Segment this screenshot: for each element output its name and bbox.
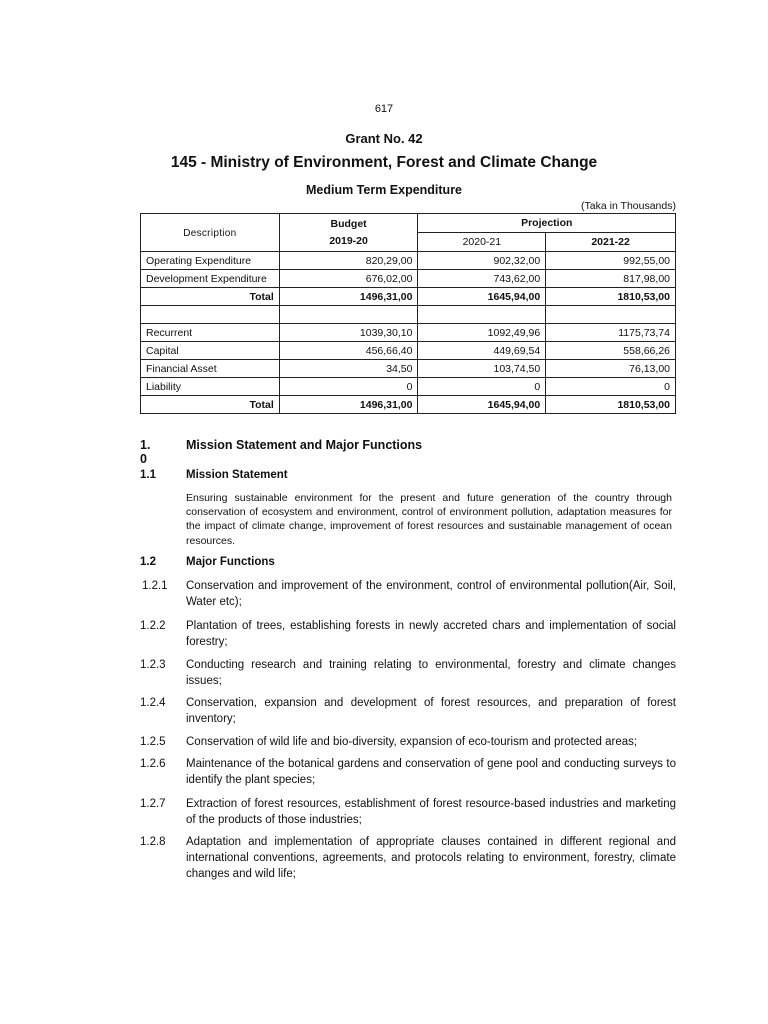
table-spacer-row [141, 306, 676, 324]
table-row: Development Expenditure 676,02,00 743,62,00 817,98,00 [141, 270, 676, 288]
list-item: Plantation of trees, establishing forests in newly accreted chars and implementation of social forestry; [186, 620, 676, 648]
list-item: Extraction of forest resources, establishment of forest resource-based industries and marketing of the products of those industries; [186, 798, 676, 826]
header-year-2020-21: 2020-21 [418, 233, 546, 252]
page-number: 617 [374, 103, 394, 115]
function-number: 1.2.1 [142, 580, 168, 592]
document-page: 617 Grant No. 42 145 - Ministry of Environment, Forest and Climate Change Medium Term Expenditure (Taka in Thousands) Description Budget 2019-20 Projection 2020-21 2021-22 Operating Expenditure 820,29,00 902,32,00 992,55,00 Development Expenditure 676,02,00 743,62,00 817,98,00 Total 1496,31,00 1645,94,00 1810,53,00 Recurrent 1039,30,10 1092,49,96 1175,73,74 Capital 456,66,40 449,69,54 558,66,26 Financial Asset 34,50 103,74,50 76,13,00 Liability 0 0 0 Total 1496,31,00 1645,94,00 1810,53,00 1. 0 Mission Statement and Major Functions 1.1 Mission Statement Ensuring sustainable environment for the present and future generation of the country through conservation of ecosystem and environment, control of environment pollution, adaptation measures for the impact of climate change, improvement of forest resources and sustainable management of ocean resources. 1.2 Major Functions 1.2.1 Conservation and improvement of the environment, control of environmental pollution(Air, Soil, Water etc); 1.2.2 Plantation of trees, establishing forests in newly accreted chars and implementation of social forestry; 1.2.3 Conducting research and training relating to environmental, forestry and climate changes issues; 1.2.4 Conservation, expansion and development of forest resources, and preparation of forest inventory; 1.2.5 Conservation of wild life and bio-diversity, expansion of eco-tourism and protected areas; 1.2.6 Maintenance of the botanical gardens and conservation of gene pool and conducting surveys to identify the plant species; 1.2.7 Extraction of forest resources, establishment of forest resource-based industries and marketing of the products of those industries; 1.2.8 Adaptation and implementation of appropriate clauses contained in different regional and international conventions, agreements, and protocols relating to environment, forestry, climate changes and wild life; [0, 0, 768, 1024]
ministry-title: 145 - Ministry of Environment, Forest and Climate Change [170, 154, 598, 171]
function-number: 1.2.6 [140, 758, 166, 770]
function-number: 1.2.5 [140, 736, 166, 748]
list-item: Conservation of wild life and bio-diversity, expansion of eco-tourism and protected areas; [186, 736, 638, 748]
grant-number: Grant No. 42 [345, 131, 423, 146]
table-row: Financial Asset 34,50 103,74,50 76,13,00 [141, 360, 676, 378]
header-projection: Projection [418, 214, 676, 233]
list-item: Maintenance of the botanical gardens and conservation of gene pool and conducting surveys to identify the plant species; [186, 758, 676, 786]
list-item: Adaptation and implementation of appropriate clauses contained in different regional and international conventions, agreements, and protocols relating to environment, forestry, climate changes and wild life; [186, 836, 676, 880]
table-header-row [141, 214, 676, 233]
function-number: 1.2.8 [140, 836, 166, 848]
unit-note: (Taka in Thousands) [581, 200, 676, 212]
list-item: Conducting research and training relating to environmental, forestry and climate changes issues; [186, 659, 676, 687]
table-total-row: Total 1496,31,00 1645,94,00 1810,53,00 [141, 288, 676, 306]
table-row: Operating Expenditure 820,29,00 902,32,00 992,55,00 [141, 252, 676, 270]
header-description: Description [141, 214, 280, 252]
list-item: Conservation and improvement of the environment, control of environmental pollution(Air, Soil, Water etc); [186, 580, 676, 608]
function-number: 1.2.4 [140, 697, 166, 709]
function-number: 1.2.3 [140, 659, 166, 671]
function-number: 1.2.7 [140, 798, 166, 810]
table-row: Capital 456,66,40 449,69,54 558,66,26 [141, 342, 676, 360]
section-heading: Medium Term Expenditure [305, 183, 463, 197]
list-item: Conservation, expansion and development of forest resources, and preparation of forest inventory; [186, 697, 676, 725]
header-year-2021-22: 2021-22 [546, 233, 676, 252]
function-number: 1.2.2 [140, 620, 166, 632]
table-row: Liability 0 0 0 [141, 378, 676, 396]
mission-text: Ensuring sustainable environment for the present and future generation of the country through conservation of ecosystem and environment, control of environment pollution, adaptation measures for the impact of climate change, improvement of forest resources and sustainable management of ocean resources. [186, 492, 672, 547]
table-total-row: Total 1496,31,00 1645,94,00 1810,53,00 [141, 396, 676, 414]
expenditure-table [140, 213, 676, 414]
header-budget: Budget 2019-20 [279, 214, 418, 252]
table-row: Recurrent 1039,30,10 1092,49,96 1175,73,74 [141, 324, 676, 342]
